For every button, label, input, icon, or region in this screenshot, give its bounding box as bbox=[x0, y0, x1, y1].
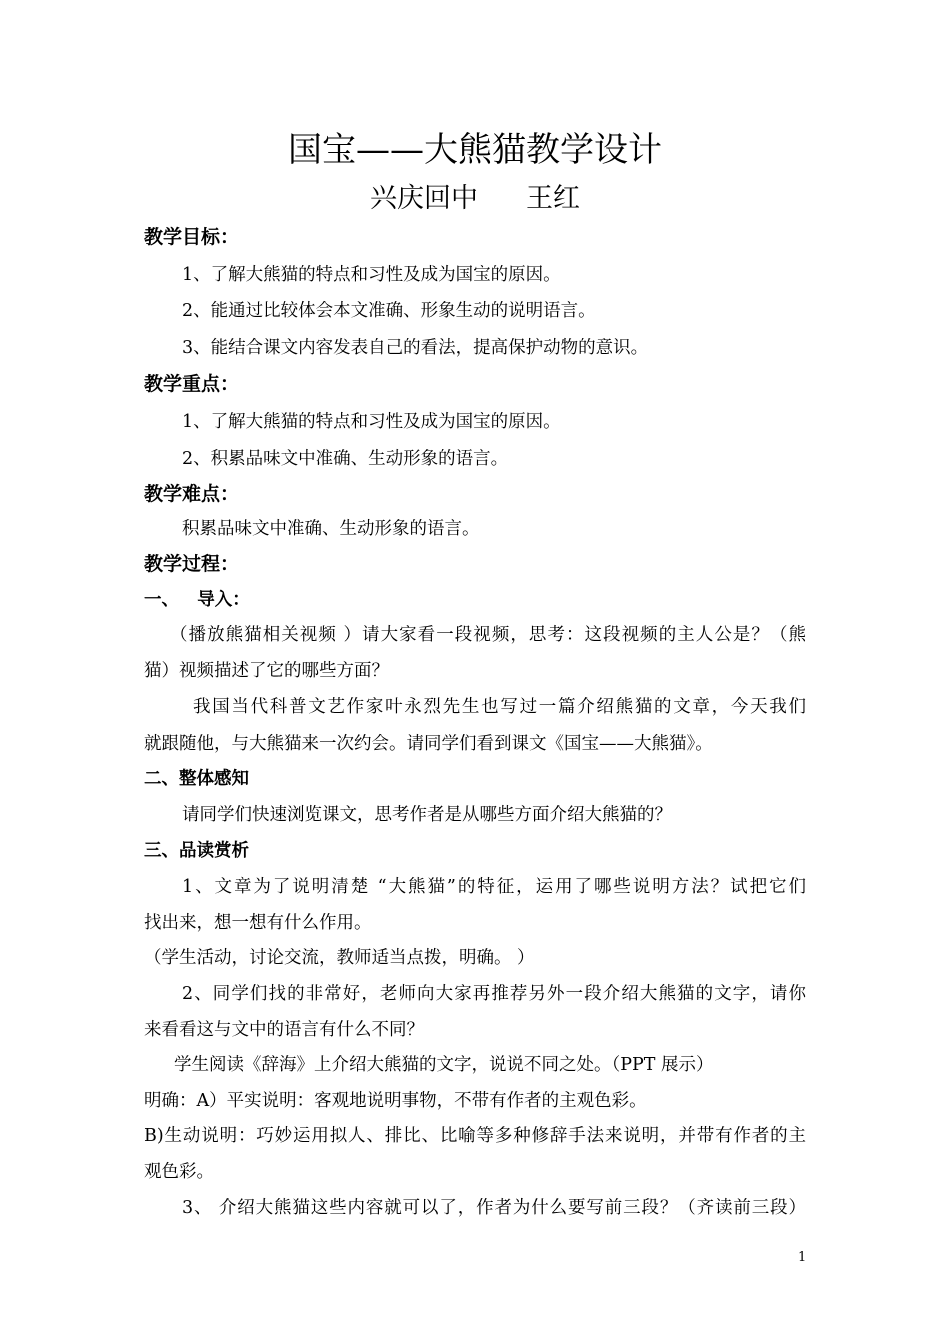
section-2-heading: 二、整体感知 bbox=[144, 769, 249, 789]
process-heading: 教学过程： bbox=[144, 553, 240, 575]
paragraph-line: B)生动说明：巧妙运用拟人、排比、比喻等多种修辞手法来说明，并带有作者的主 bbox=[144, 1126, 806, 1146]
keypoint-item: 1、了解大熊猫的特点和习性及成为国宝的原因。 bbox=[182, 412, 561, 432]
paragraph-line: 找出来，想一想有什么作用。 bbox=[144, 913, 372, 933]
paragraph-line: 来看看这与文中的语言有什么不同？ bbox=[144, 1020, 424, 1040]
document-byline bbox=[0, 182, 950, 216]
school-name: 兴庆回中 bbox=[370, 183, 478, 214]
paragraph-line: 观色彩。 bbox=[144, 1162, 214, 1182]
paragraph-line: 1、文章为了说明清楚 “大熊猫”的特征，运用了哪些说明方法？试把它们 bbox=[182, 877, 806, 897]
paragraph-line: （播放熊猫相关视频 ）请大家看一段视频，思考：这段视频的主人公是？（熊 bbox=[170, 625, 806, 645]
document-title: 国宝——大熊猫教学设计 bbox=[288, 130, 662, 170]
goal-item: 3、能结合课文内容发表自己的看法，提高保护动物的意识。 bbox=[182, 338, 649, 358]
goals-heading: 教学目标： bbox=[144, 226, 240, 248]
paragraph-line: 3、 介绍大熊猫这些内容就可以了，作者为什么要写前三段？（齐读前三段） bbox=[182, 1198, 806, 1218]
difficulty-text: 积累品味文中准确、生动形象的语言。 bbox=[182, 519, 480, 539]
goal-item: 2、能通过比较体会本文准确、形象生动的说明语言。 bbox=[182, 301, 596, 321]
paragraph-line: 2、同学们找的非常好，老师向大家再推荐另外一段介绍大熊猫的文字，请你 bbox=[182, 984, 806, 1004]
paragraph-line: 请同学们快速浏览课文，思考作者是从哪些方面介绍大熊猫的？ bbox=[182, 805, 672, 825]
keypoints-heading: 教学重点： bbox=[144, 373, 240, 395]
author-name: 王红 bbox=[526, 183, 580, 214]
section-3-heading: 三、品读赏析 bbox=[144, 841, 249, 861]
section-1-heading: 一、 导入： bbox=[144, 590, 250, 610]
paragraph-line: 猫）视频描述了它的哪些方面？ bbox=[144, 661, 389, 681]
paragraph-line: 学生阅读《辞海》上介绍大熊猫的文字，说说不同之处。（PPT 展示） bbox=[174, 1055, 714, 1075]
page-number: 1 bbox=[798, 1250, 807, 1265]
goal-item: 1、了解大熊猫的特点和习性及成为国宝的原因。 bbox=[182, 265, 561, 285]
paragraph-line: 就跟随他，与大熊猫来一次约会。请同学们看到课文《国宝——大熊猫》。 bbox=[144, 734, 713, 754]
keypoint-item: 2、积累品味文中准确、生动形象的语言。 bbox=[182, 449, 509, 469]
paragraph-line: （学生活动，讨论交流，教师适当点拨，明确。 ） bbox=[144, 948, 535, 968]
difficulty-heading: 教学难点： bbox=[144, 483, 240, 505]
paragraph-line: 明确：A）平实说明：客观地说明事物，不带有作者的主观色彩。 bbox=[144, 1091, 647, 1111]
paragraph-line: 我国当代科普文艺作家叶永烈先生也写过一篇介绍熊猫的文章，今天我们 bbox=[193, 697, 806, 717]
